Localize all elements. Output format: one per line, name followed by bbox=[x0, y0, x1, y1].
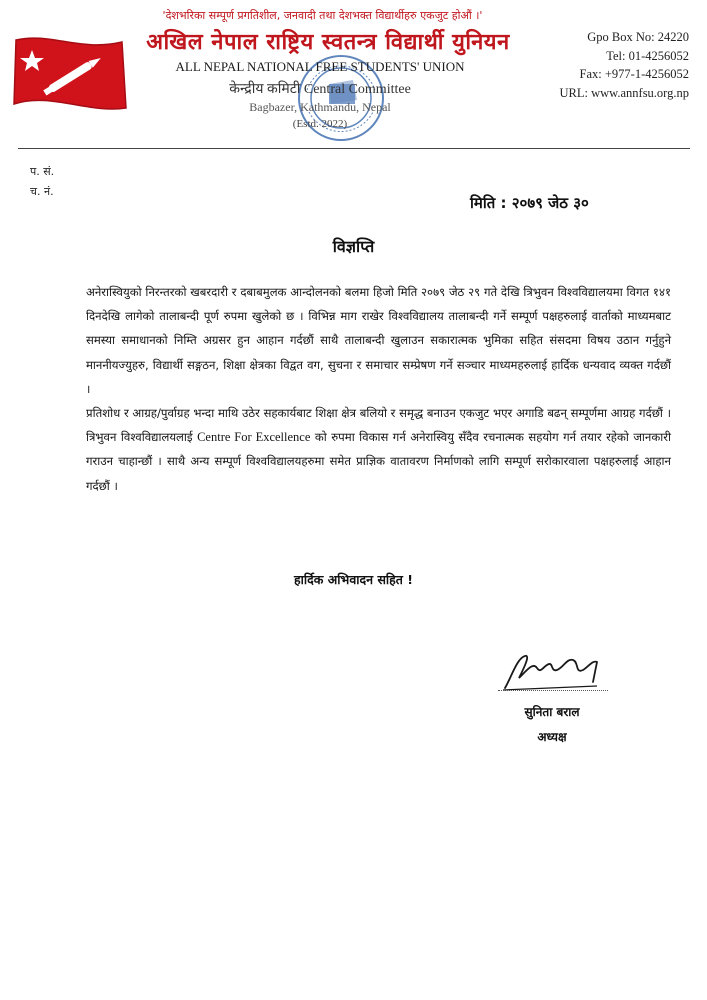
centre-for-excellence-text: Centre For Excellence bbox=[197, 430, 311, 445]
header-divider bbox=[18, 148, 690, 149]
body-paragraph-2-part-1: प्रतिशोध र आग्रह/पुर्वाग्रह भन्दा माथि उठेर सहकार्यबाट शिक्षा क्षेत्र बलियो र समृद्ध बनाउन एकजुट भएर अगाडि बढन् सम्पूर्णमा आग्रह गर्दछौं । त्रिभुवन विश्वविद्यालयलाई bbox=[86, 406, 671, 445]
gpo-box: Gpo Box No: 24220 bbox=[587, 30, 689, 44]
website-url: URL: www.annfsu.org.np bbox=[559, 85, 689, 100]
closing-greeting: हार्दिक अभिवादन सहित ! bbox=[294, 572, 413, 587]
signatory-name: सुनिता बराल bbox=[524, 705, 580, 719]
telephone: Tel: 01-4256052 bbox=[606, 48, 689, 63]
body-paragraph-1: अनेरास्वियुको निरन्तरको खबरदारी र दबाबमुलक आन्दोलनको बलमा हिजो मिति २०७९ जेठ २९ गते देखि त्रिभुवन विश्वविद्यालयमा विगत १४१ दिनदेखि लागेको तालाबन्दी पूर्ण रुपमा खुलेको छ । विभिन्न माग राखेर विश्वविद्यालय तालाबन्दी गर्ने सम्पूर्ण पक्षहरुलाई वार्ताको माध्यमबाट समस्या समाधानको निम्ति अग्रसर हुन आहान गर्दछौं साथै तालाबन्दी खुलाउन सकारात्मक भुमिका सहित संसदमा विषय उठान गर्नुहुने माननीयज्युहरु, विद्यार्थी सङ्गठन, शिक्षा क्षेत्रका विद्वत वग, सुचना र समाचार सम्प्रेषण गर्ने सञ्चार माध्यमहरुलाई हार्दिक धन्यवाद व्यक्त गर्दछौं । bbox=[86, 285, 671, 396]
notice-body bbox=[86, 280, 671, 498]
fax: Fax: +977-1-4256052 bbox=[579, 67, 689, 81]
signature-line bbox=[498, 690, 608, 691]
organization-name-nepali: अखिल नेपाल राष्ट्रिय स्वतन्त्र विद्यार्थी युनियन bbox=[146, 30, 510, 55]
committee-label: केन्द्रीय कमिटी Central Committee bbox=[229, 82, 411, 97]
organization-address: Bagbazer, Kathmandu, Nepal bbox=[249, 100, 391, 114]
body-paragraph-2 bbox=[86, 401, 671, 498]
organization-motto: 'देशभरिका सम्पूर्ण प्रगतिशील, जनवादी तथा देशभक्त विद्यार्थीहरु एकजुट होऔं ।' bbox=[162, 9, 483, 22]
reference-ps: प. सं. bbox=[30, 165, 55, 178]
organization-name-english: ALL NEPAL NATIONAL FREE STUDENTS' UNION bbox=[175, 59, 465, 74]
notice-heading: विज्ञप्ति bbox=[332, 237, 375, 256]
signatory-title: अध्यक्ष bbox=[537, 730, 567, 744]
contact-block bbox=[559, 28, 689, 102]
established-year: (Estd. 2022) bbox=[292, 118, 348, 130]
party-flag-logo bbox=[10, 22, 130, 114]
body-paragraph-2-part-2: को रुपमा विकास गर्न अनेरास्वियु सँदैव रचनात्मक सहयोग गर्न तयार रहेको जानकारी गराउन चाहान्छौं । साथै अन्य सम्पूर्ण विश्वविद्यालयहरुमा समेत प्राज्ञिक वातावरण निर्माणको लागि सम्पूर्ण सरोकारवाला पक्षहरुलाई आहान गर्दछौं । bbox=[86, 430, 672, 493]
letter-date: मिति : २०७९ जेठ ३० bbox=[470, 194, 589, 212]
reference-cn: च. नं. bbox=[30, 185, 54, 198]
